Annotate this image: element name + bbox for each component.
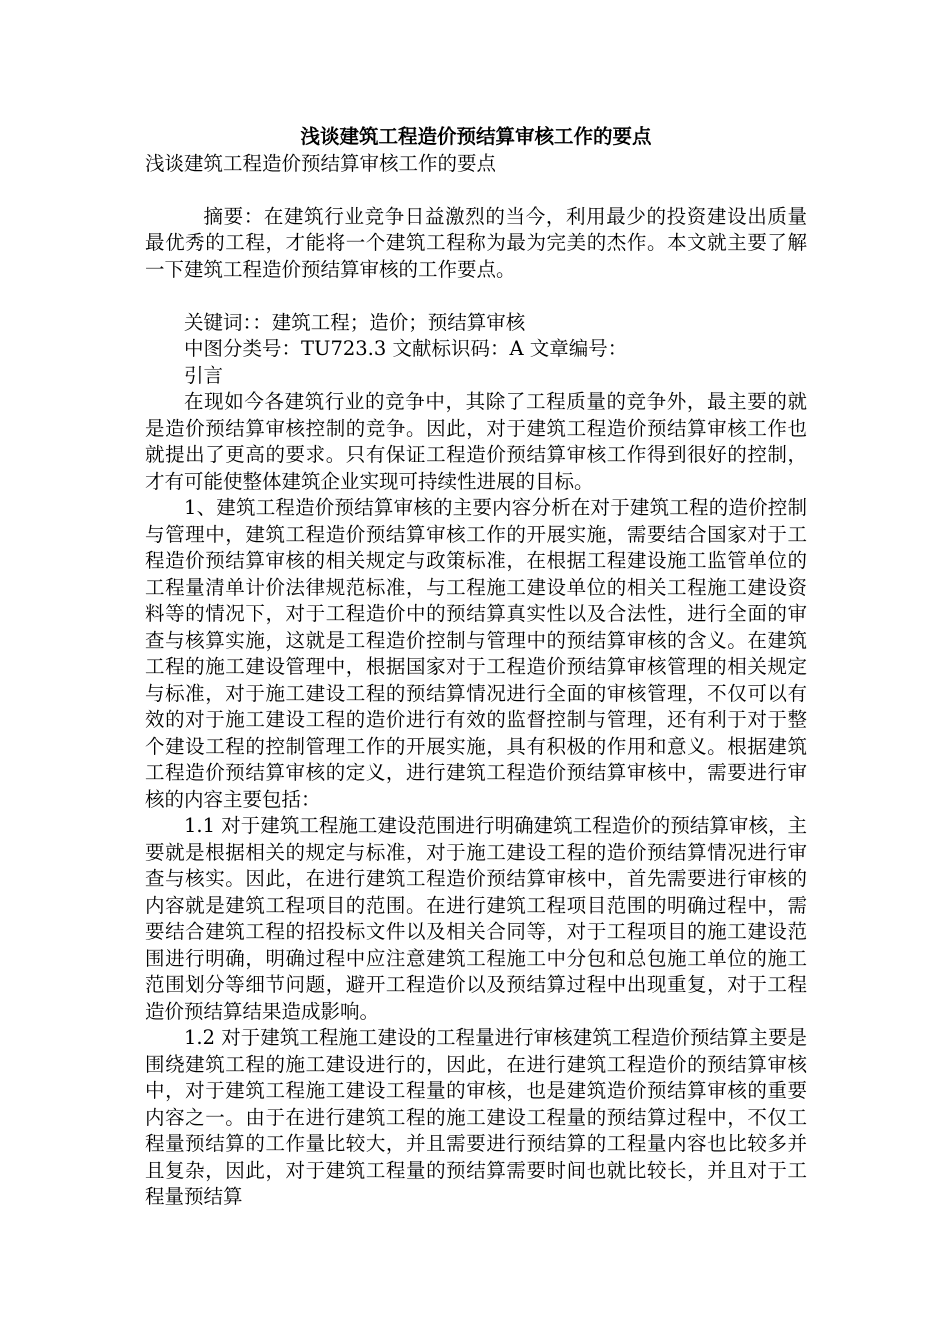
- abstract-paragraph: 摘要：在建筑行业竞争日益激烈的当今，利用最少的投资建设出质量最优秀的工程，才能将一个建筑工程称为最为完美的杰作。本文就主要了解一下建筑工程造价预结算审核的工作要点。: [145, 204, 807, 281]
- body-paragraph: 1.1 对于建筑工程施工建设范围进行明确建筑工程造价的预结算审核，主要就是根据相关的规定与标准，对于施工建设工程的造价预结算情况进行审查与核实。因此，在进行建筑工程造价预结算审核中，首先需要进行审核的内容就是建筑工程项目的范围。在进行建筑工程项目范围的明确过程中，需要结合建筑工程的招投标文件以及相关合同等，对于工程项目的施工建设范围进行明确，明确过程中应注意建筑工程施工中分包和总包施工单位的施工范围划分等细节问题，避开工程造价以及预结算过程中出现重复，对于工程造价预结算结果造成影响。: [145, 814, 807, 1023]
- document-subtitle: 浅谈建筑工程造价预结算审核工作的要点: [145, 151, 497, 175]
- body-paragraph: 1、建筑工程造价预结算审核的主要内容分析在对于建筑工程的造价控制与管理中，建筑工程造价预结算审核工作的开展实施，需要结合国家对于工程造价预结算审核的相关规定与政策标准，在根据工程建设施工监管单位的工程量清单计价法律规范标准，与工程施工建设单位的相关工程施工建设资料等的情况下，对于工程造价中的预结算真实性以及合法性，进行全面的审查与核算实施，这就是工程造价控制与管理中的预结算审核的含义。在建筑工程的施工建设管理中，根据国家对于工程造价预结算审核管理的相关规定与标准，对于施工建设工程的预结算情况进行全面的审核管理，不仅可以有效的对于施工建设工程的造价进行有效的监督控制与管理，还有利于对于整个建设工程的控制管理工作的开展实施，具有积极的作用和意义。根据建筑工程造价预结算审核的定义，进行建筑工程造价预结算审核中，需要进行审核的内容主要包括：: [145, 496, 807, 811]
- document-body: [145, 124, 807, 1211]
- body-paragraph: 在现如今各建筑行业的竞争中，其除了工程质量的竞争外，最主要的就是造价预结算审核控制的竞争。因此，对于建筑工程造价预结算审核工作也就提出了更高的要求。只有保证工程造价预结算审核工作得到很好的控制，才有可能使整体建筑企业实现可持续性进展的目标。: [145, 390, 807, 493]
- body-paragraph: 1.2 对于建筑工程施工建设的工程量进行审核建筑工程造价预结算主要是围绕建筑工程的施工建设进行的，因此，在进行建筑工程造价的预结算审核中，对于建筑工程施工建设工程量的审核，也是建筑造价预结算审核的重要内容之一。由于在进行建筑工程的施工建设工程量的预结算过程中，不仅工程量预结算的工作量比较大，并且需要进行预结算的工程量内容也比较多并且复杂，因此，对于建筑工程量的预结算需要时间也就比较长，并且对于工程量预结算: [145, 1026, 807, 1208]
- classification-line: 中图分类号：TU723.3 文献标识码：A 文章编号：: [184, 337, 628, 360]
- intro-heading: 引言: [184, 363, 224, 387]
- blank-line: [145, 177, 807, 204]
- blank-line: [145, 283, 807, 310]
- document-title: 浅谈建筑工程造价预结算审核工作的要点: [300, 125, 652, 148]
- keywords-line: 关键词：：建筑工程；造价；预结算审核: [184, 310, 526, 334]
